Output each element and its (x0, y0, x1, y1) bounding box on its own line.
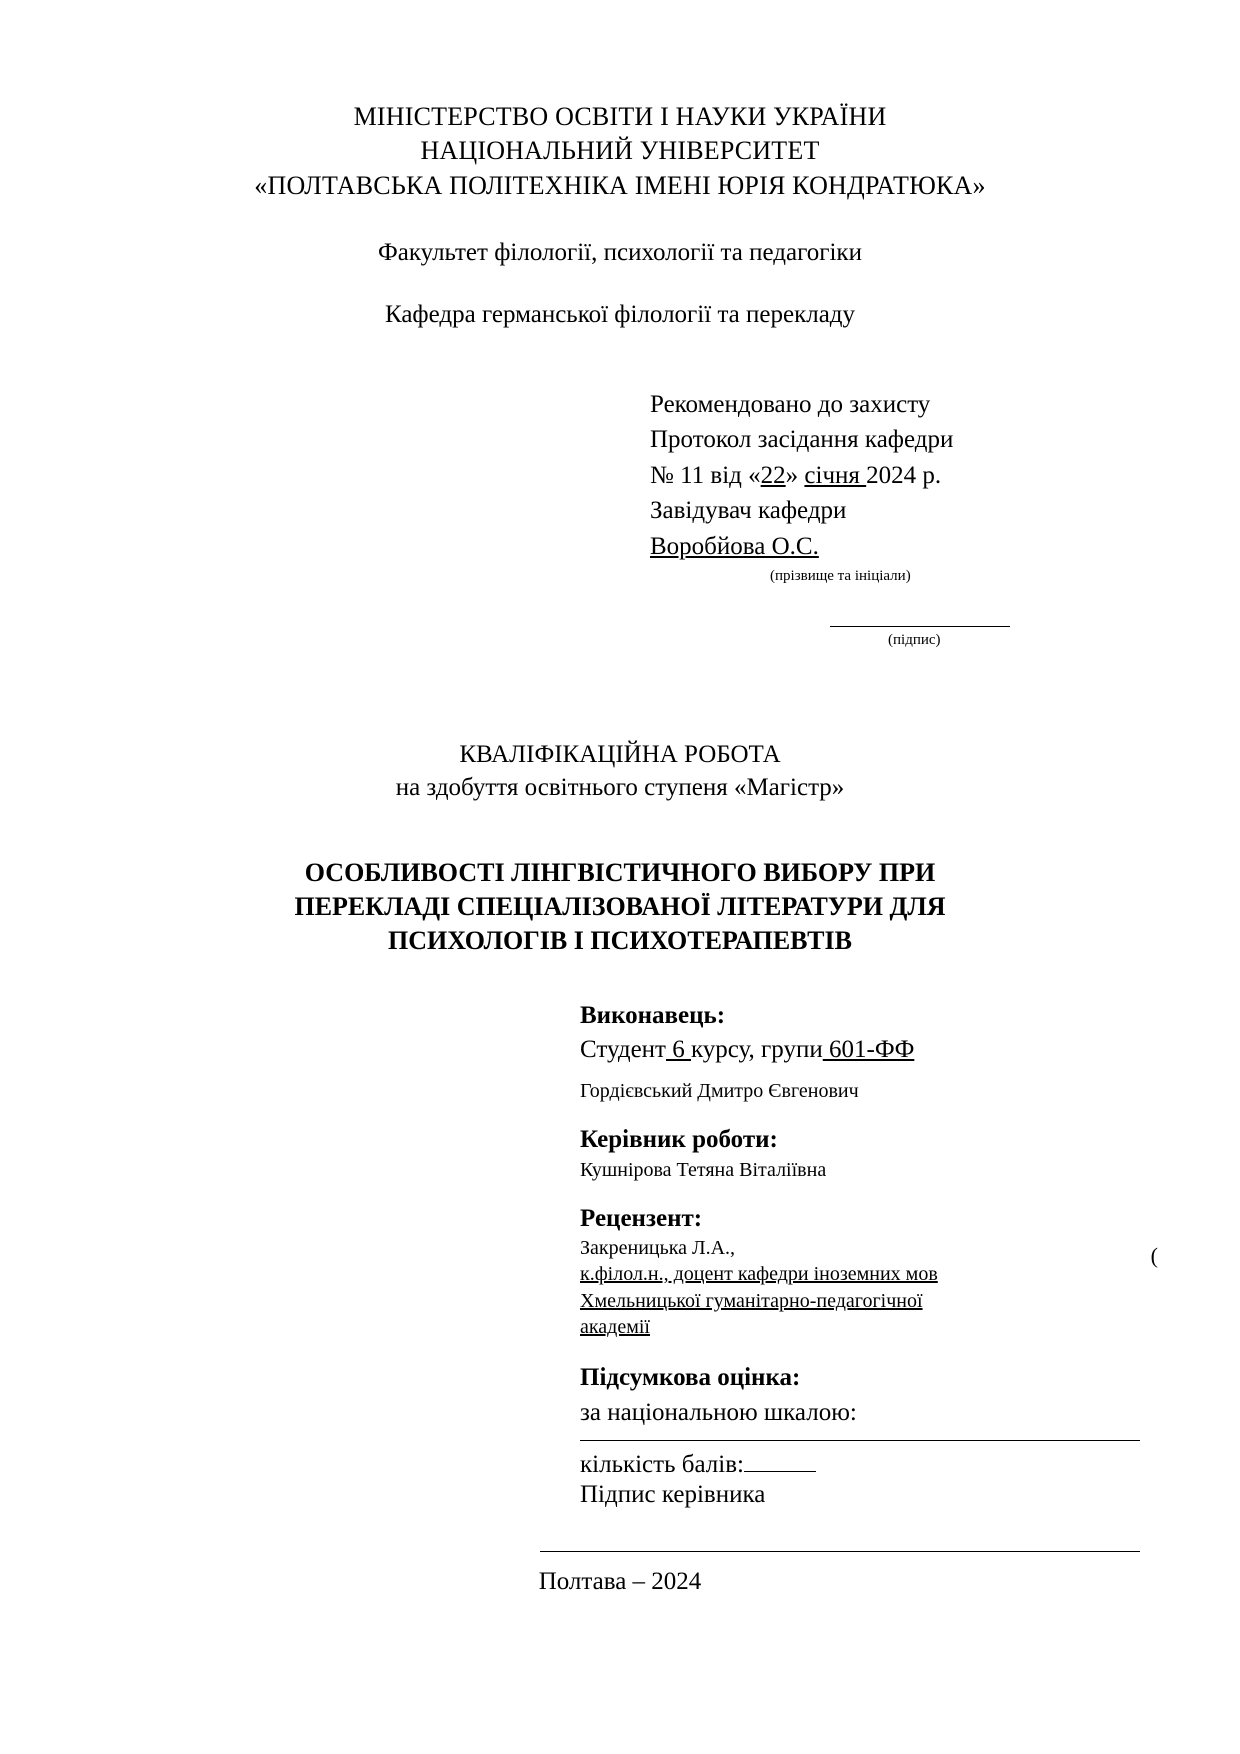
spacer-2 (580, 1184, 1120, 1202)
grade-scale-label: за національною шкалою: (580, 1399, 857, 1427)
degree-line: на здобуття освітнього ступеня «Магістр» (395, 773, 845, 801)
signature-line (830, 626, 1010, 627)
people-block (580, 999, 1120, 1429)
head-of-department-label: Завідувач кафедри (650, 497, 847, 525)
protocol-month: січня (804, 461, 867, 489)
reviewer-line-2: к.філол.н., доцент кафедри іноземних мов (580, 1263, 938, 1286)
reviewer-details (580, 1235, 1120, 1341)
name-caption: (прізвище та ініціали) (770, 568, 911, 585)
author-student-line (580, 1033, 1120, 1067)
author-label: Виконавець: (580, 1002, 726, 1030)
reviewer-line-4: академії (580, 1316, 650, 1339)
supervisor-sign-line (540, 1551, 1140, 1552)
points-label: кількість балів: (580, 1450, 744, 1478)
student-course-mid: курсу, групи (691, 1035, 823, 1063)
protocol-day: 22 (760, 461, 786, 489)
supervisor-sign-label: Підпис керівника (580, 1480, 766, 1508)
student-group: 601-ФФ (822, 1035, 915, 1063)
ministry-line-1: МІНІСТЕРСТВО ОСВІТИ І НАУКИ УКРАЇНИ (353, 102, 887, 131)
city-year: Полтава – 2024 (538, 1567, 702, 1595)
spacer-1 (580, 1105, 1120, 1123)
ministry-header (120, 100, 1120, 203)
reviewer-label: Рецензент: (580, 1204, 703, 1232)
department-name: Кафедра германської філології та перекладу (384, 300, 856, 328)
reviewer-line-3: Хмельницької гуманітарно-педагогічної (580, 1289, 923, 1312)
ministry-line-3: «ПОЛТАВСЬКА ПОЛІТЕХНІКА ІМЕНІ ЮРІЯ КОНДРАТЮКА» (254, 170, 986, 200)
work-type: КВАЛІФІКАЦІЙНА РОБОТА (459, 741, 781, 769)
faculty-name: Факультет філології, психології та педагогіки (378, 238, 862, 266)
protocol-mid: » (785, 461, 805, 489)
approval-recommended: Рекомендовано до захисту (650, 390, 931, 418)
thesis-title-line-2: ПЕРЕКЛАДІ СПЕЦІАЛІЗОВАНОЇ ЛІТЕРАТУРИ ДЛЯ (294, 891, 946, 921)
protocol-prefix: № 11 від « (650, 461, 761, 489)
head-of-department-name: Воробйова О.С. (650, 532, 819, 560)
supervisor-name: Кушнірова Тетяна Віталіївна (580, 1158, 827, 1181)
points-line (580, 1451, 1120, 1479)
grade-label: Підсумкова оцінка: (580, 1363, 801, 1391)
student-course: 6 (666, 1035, 691, 1063)
approval-protocol: Протокол засідання кафедри (650, 426, 954, 454)
thesis-title (120, 856, 1120, 957)
points-blank (744, 1471, 816, 1472)
supervisor-label: Керівник роботи: (580, 1126, 778, 1154)
stray-mark: ( (1150, 1243, 1158, 1268)
thesis-title-line-3: ПСИХОЛОГІВ І ПСИХОТЕРАПЕВТІВ (388, 925, 852, 955)
author-name: Гордієвський Дмитро Євгенович (580, 1080, 859, 1103)
protocol-suffix: 2024 р. (866, 461, 942, 489)
approval-protocol-number (650, 458, 1120, 494)
thesis-title-line-1: ОСОБЛИВОСТІ ЛІНГВІСТИЧНОГО ВИБОРУ ПРИ (304, 858, 936, 888)
ministry-line-2: НАЦІОНАЛЬНИЙ УНІВЕРСИТЕТ (420, 136, 820, 166)
signature-caption: (підпис) (888, 631, 941, 648)
student-prefix: Студент (580, 1035, 666, 1063)
grade-blank-line (580, 1440, 1140, 1441)
approval-block (650, 387, 1120, 651)
reviewer-name: Закреницька Л.А., (580, 1237, 736, 1260)
